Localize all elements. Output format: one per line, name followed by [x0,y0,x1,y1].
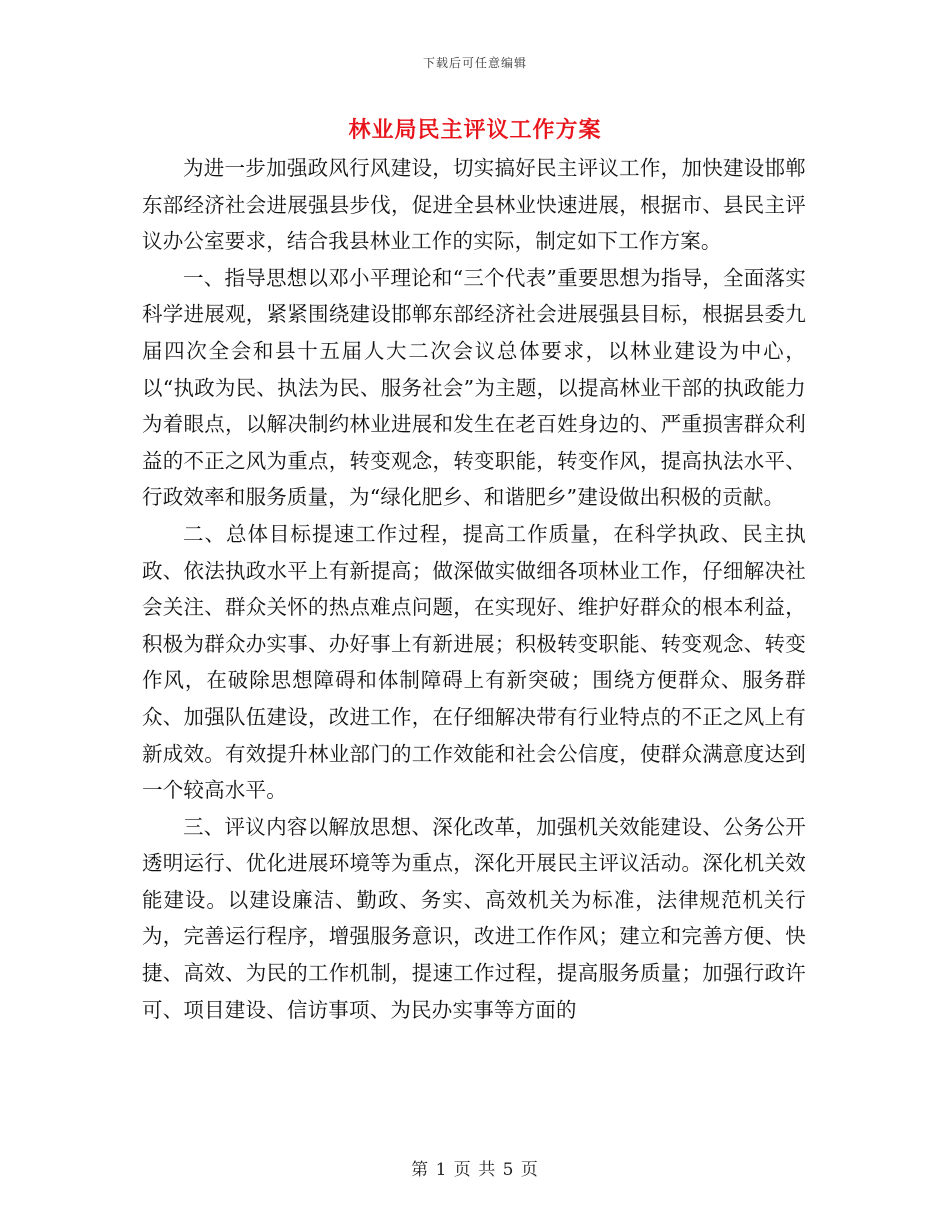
paragraph-overall-goals: 二、总体目标提速工作过程，提高工作质量，在科学执政、民主执政、依法执政水平上有新提高；做深做实做细各项林业工作，仔细解决社会关注、群众关怀的热点难点问题，在实现好、维护好群众的根本利益，积极为群众办实事、办好事上有新进展；积极转变职能、转变观念、转变作风，在破除思想障碍和体制障碍上有新突破；围绕方便群众、服务群众、加强队伍建设，改进工作，在仔细解决带有行业特点的不正之风上有新成效。有效提升林业部门的工作效能和社会公信度，使群众满意度达到一个较高水平。 [142,521,806,803]
document-body [142,150,806,1028]
page-number: 第 1 页 共 5 页 [411,1160,539,1180]
paragraph-guiding-ideology: 一、指导思想以邓小平理论和“三个代表”重要思想为指导，全面落实科学进展观，紧紧围绕建设邯郸东部经济社会进展强县目标，根据县委九届四次全会和县十五届人大二次会议总体要求，以林业建设为中心，以“执政为民、执法为民、服务社会”为主题，以提高林业干部的执政能力为着眼点，以解决制约林业进展和发生在老百姓身边的、严重损害群众利益的不正之风为重点，转变观念，转变职能，转变作风，提高执法水平、行政效率和服务质量，为“绿化肥乡、和谐肥乡”建设做出积极的贡献。 [142,265,806,510]
header-note: 下载后可任意编辑 [422,56,527,70]
paragraph-evaluation-content: 三、评议内容以解放思想、深化改革，加强机关效能建设、公务公开透明运行、优化进展环境等为重点，深化开展民主评议活动。深化机关效能建设。以建设廉洁、勤政、务实、高效机关为标准，法律规范机关行为，完善运行程序，增强服务意识，改进工作作风；建立和完善方便、快捷、高效、为民的工作机制，提速工作过程，提高服务质量；加强行政许可、项目建设、信访事项、为民办实事等方面的 [142,814,806,1022]
paragraph-intro: 为进一步加强政风行风建设，切实搞好民主评议工作，加快建设邯郸东部经济社会进展强县步伐，促进全县林业快速进展，根据市、县民主评议办公室要求，结合我县林业工作的实际，制定如下工作方案。 [142,156,806,254]
document-title: 林业局民主评议工作方案 [348,117,602,143]
